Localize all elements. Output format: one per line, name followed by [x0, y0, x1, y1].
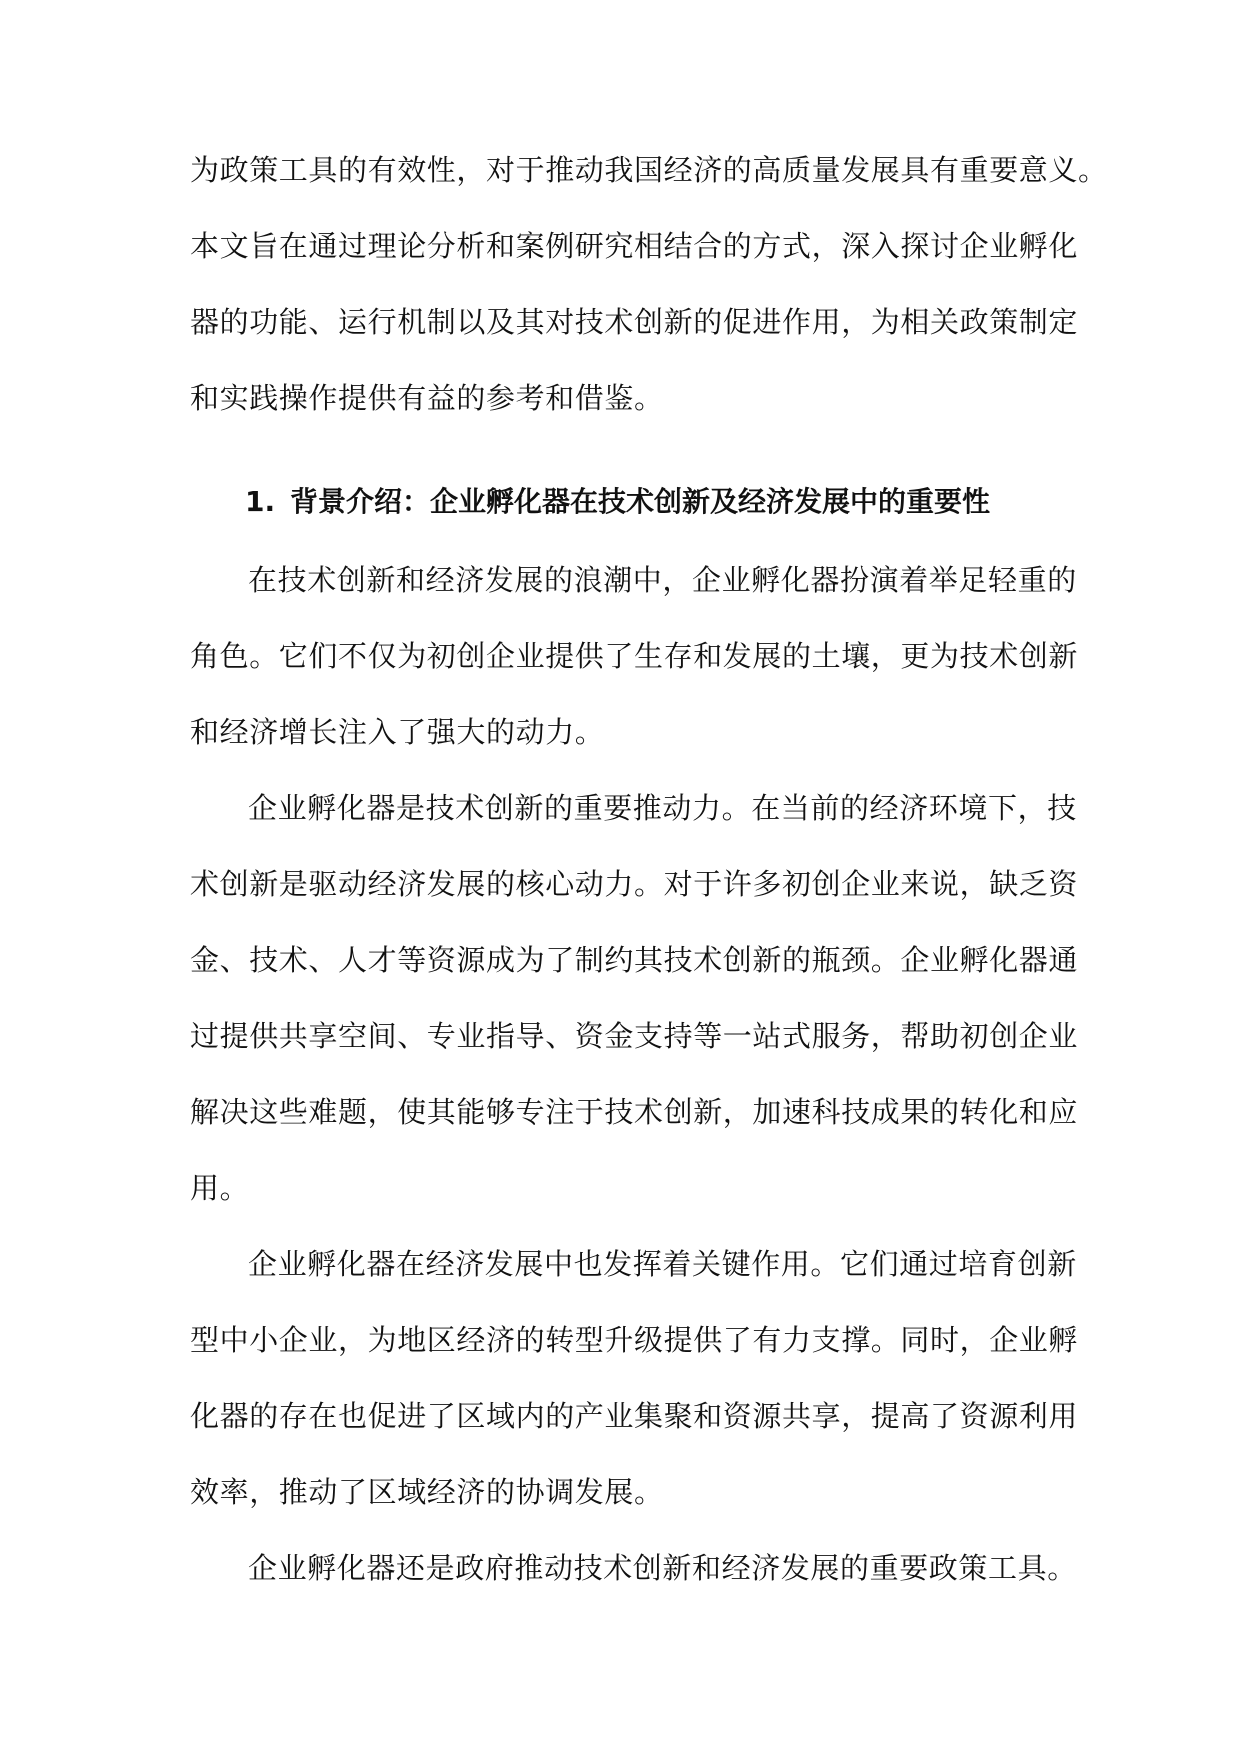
- section-heading: [245, 478, 1065, 526]
- intro-paragraph-line: 为政策工具的有效性，对于推动我国经济的高质量发展具有重要意义。: [190, 153, 1108, 187]
- paragraph-line: 金、技术、人才等资源成为了制约其技术创新的瓶颈。企业孵化器通: [190, 943, 1079, 977]
- paragraph-line: 术创新是驱动经济发展的核心动力。对于许多初创企业来说，缺乏资: [190, 867, 1079, 901]
- paragraph-line: 企业孵化器还是政府推动技术创新和经济发展的重要政策工具。: [248, 1551, 1077, 1585]
- section-number: 1.: [245, 485, 276, 518]
- paragraph-line: 在技术创新和经济发展的浪潮中，企业孵化器扮演着举足轻重的: [248, 563, 1077, 597]
- paragraph-line: 角色。它们不仅为初创企业提供了生存和发展的土壤，更为技术创新: [190, 639, 1079, 673]
- intro-paragraph-line: 器的功能、运行机制以及其对技术创新的促进作用，为相关政策制定: [190, 305, 1079, 339]
- paragraph-line: 过提供共享空间、专业指导、资金支持等一站式服务，帮助初创企业: [190, 1019, 1079, 1053]
- paragraph-line: 型中小企业，为地区经济的转型升级提供了有力支撑。同时，企业孵: [190, 1323, 1079, 1357]
- paragraph-line: 企业孵化器是技术创新的重要推动力。在当前的经济环境下，技: [248, 791, 1077, 825]
- intro-paragraph-line: 和实践操作提供有益的参考和借鉴。: [190, 381, 664, 415]
- paragraph-line: 用。: [190, 1171, 250, 1205]
- paragraph-line: 企业孵化器在经济发展中也发挥着关键作用。它们通过培育创新: [248, 1247, 1077, 1281]
- paragraph-line: 解决这些难题，使其能够专注于技术创新，加速科技成果的转化和应: [190, 1095, 1079, 1129]
- paragraph-line: 和经济增长注入了强大的动力。: [190, 715, 605, 749]
- paragraph-line: 效率，推动了区域经济的协调发展。: [190, 1475, 664, 1509]
- section-title: 背景介绍：企业孵化器在技术创新及经济发展中的重要性: [290, 485, 991, 518]
- paragraph-line: 化器的存在也促进了区域内的产业集聚和资源共享，提高了资源利用: [190, 1399, 1079, 1433]
- intro-paragraph-line: 本文旨在通过理论分析和案例研究相结合的方式，深入探讨企业孵化: [190, 229, 1079, 263]
